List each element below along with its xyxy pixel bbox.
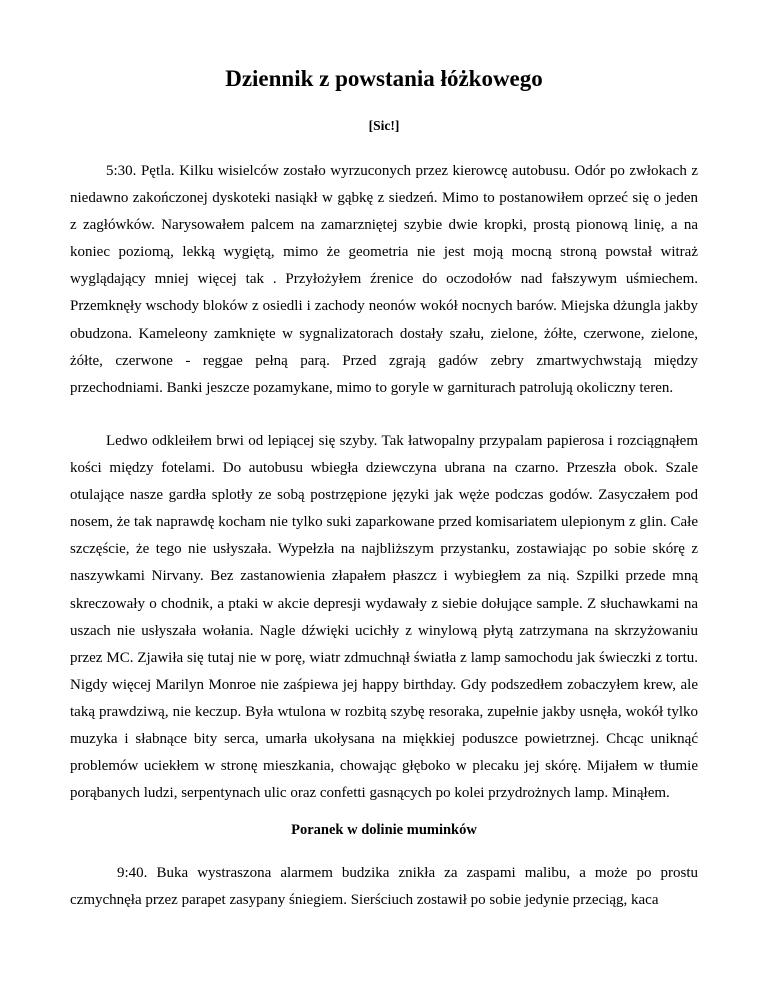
paragraph-2: Ledwo odkleiłem brwi od lepiącej się szyby. Tak łatwopalny przypalam papierosa i rozciągnąłem kości między fotelami. Do autobusu wbiegła dziewczyna ubrana na czarno. Przeszła obok. Szale otulające nasze gardła splotły ze sobą postrzępione języki jak węże podczas godów. Zasyczałem pod nosem, że tak naprawdę kocham nie tylko suki zaparkowane przed komisariatem ulepionym z glin. Całe szczęście, że tego nie usłyszała. Wypełzła na najbliższym przystanku, zostawiając po sobie skórę z naszywkami Nirvany. Bez zastanowienia złapałem płaszcz i wybiegłem za nią. Szpilki przede mną skreczowały o chodnik, a ptaki w akcie depresji wydawały z siebie dołujące sample. Z słuchawkami na uszach nie usłyszała wołania. Nagle dźwięki ucichły z winylową płytą zatrzymana na skrzyżowaniu przez MC. Zjawiła się tutaj nie w porę, wiatr zdmuchnął światła z lamp samochodu jak świeczki z tortu. Nigdy więcej Marilyn Monroe nie zaśpiewa jej happy birthday. Gdy podszedłem zobaczyłem krew, ale taką prawdziwą, nie keczup. Była wtulona w rozbitą szybę resoraka, zupełnie jakby usnęła, wokół tylko muzyka i słabnące bity serca, umarła ukołysana na miękkiej poduszce powietrznej. Chcąc uniknąć problemów uciekłem w stronę mieszkania, chowając głęboko w plecaku jej skórę. Mijałem w tłumie porąbanych ludzi, serpentynach ulic oraz confetti gasnących po kolei przydrożnych lamp. Minąłem. xyxy=(70,433,698,802)
section-title: Poranek w dolinie muminków xyxy=(291,822,477,838)
document-subtitle: [Sic!] xyxy=(368,118,400,133)
paragraph-1: 5:30. Pętla. Kilku wisielców zostało wyrzuconych przez kierowcę autobusu. Odór po zwłokach z niedawno zakończonej dyskoteki nasiąkł w gąbkę z siedzeń. Mimo to postanowiłem oprzeć się o jeden z zagłówków. Narysowałem palcem na zamarzniętej szybie dwie kropki, prostą pionową linię, a na koniec poziomą, lekką wygiętą, mimo że geometria nie jest moją mocną stroną powstał witraż wyglądający mniej więcej tak . Przyłożyłem źrenice do oczodołów nad fałszywym uśmiechem. Przemknęły wschody bloków z osiedli i zachody neonów wokół nocnych barów. Miejska dżungla jakby obudzona. Kameleony zamknięte w sygnalizatorach dostały szału, zielone, żółte, czerwone, zielone, żółte, czerwone - reggae pełną parą. Przed zgrają gadów zebry zmartwychwstają między przechodniami. Banki jeszcze pozamykane, mimo to goryle w garniturach patrolują okoliczny teren. xyxy=(70,163,698,396)
document-title: Dziennik z powstania łóżkowego xyxy=(225,66,543,91)
paragraph-3: 9:40. Buka wystraszona alarmem budzika znikła za zaspami malibu, a może po prostu czmychnęła przez parapet zasypany śniegiem. Sierściuch zostawił po sobie jedynie przeciąg, kaca xyxy=(70,865,698,909)
